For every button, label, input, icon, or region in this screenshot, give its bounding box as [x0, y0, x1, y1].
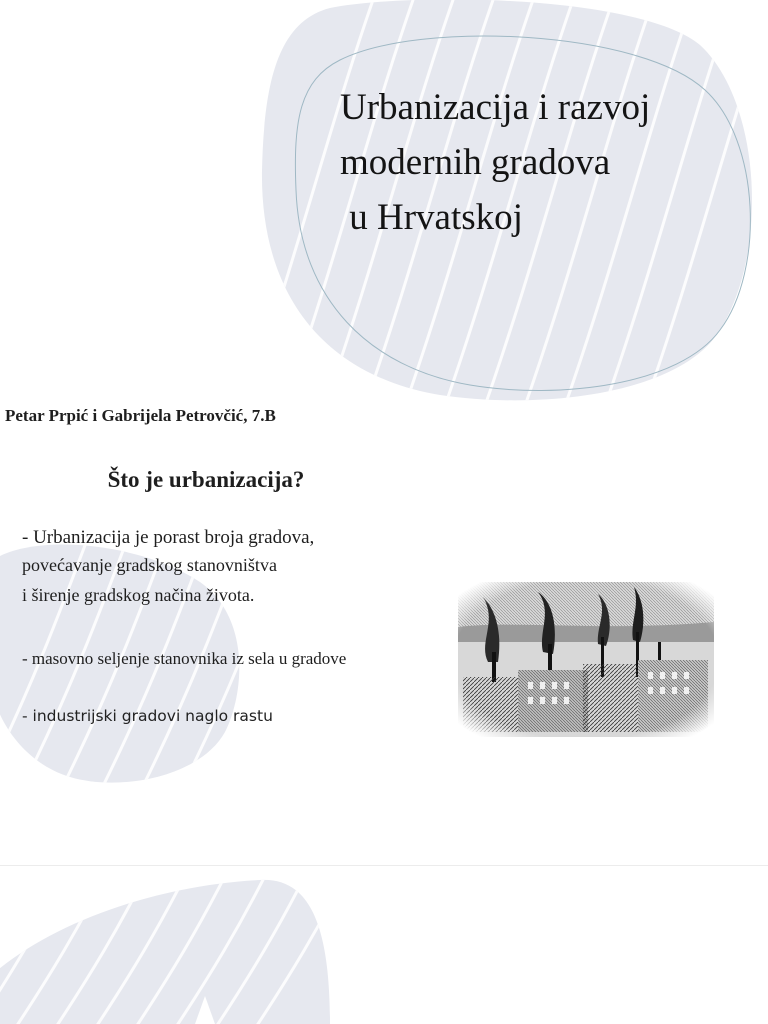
bullet-migration: - masovno seljenje stanovnika iz sela u gradove — [22, 649, 347, 668]
slide-title: Urbanizacija i razvoj modernih gradova u Hrvatskoj — [340, 87, 651, 238]
content-slide — [0, 432, 768, 865]
slide-title: Što je urbanizacija? — [107, 467, 305, 492]
bullet-industrial: - industrijski gradovi naglo rastu — [22, 707, 273, 725]
authors: Petar Prpić i Gabrijela Petrovčić, 7.B — [5, 406, 276, 425]
industrial-city-image — [458, 582, 714, 737]
partial-slide — [0, 866, 768, 1024]
decorative-shape — [0, 866, 768, 1024]
title-slide — [0, 0, 768, 432]
definition-line-3: i širenje gradskog načina života. — [22, 585, 255, 605]
definition-line-2: povećavanje gradskog stanovništva — [22, 555, 277, 575]
definition-line-1: - Urbanizacija je porast broja gradova, — [22, 527, 315, 548]
